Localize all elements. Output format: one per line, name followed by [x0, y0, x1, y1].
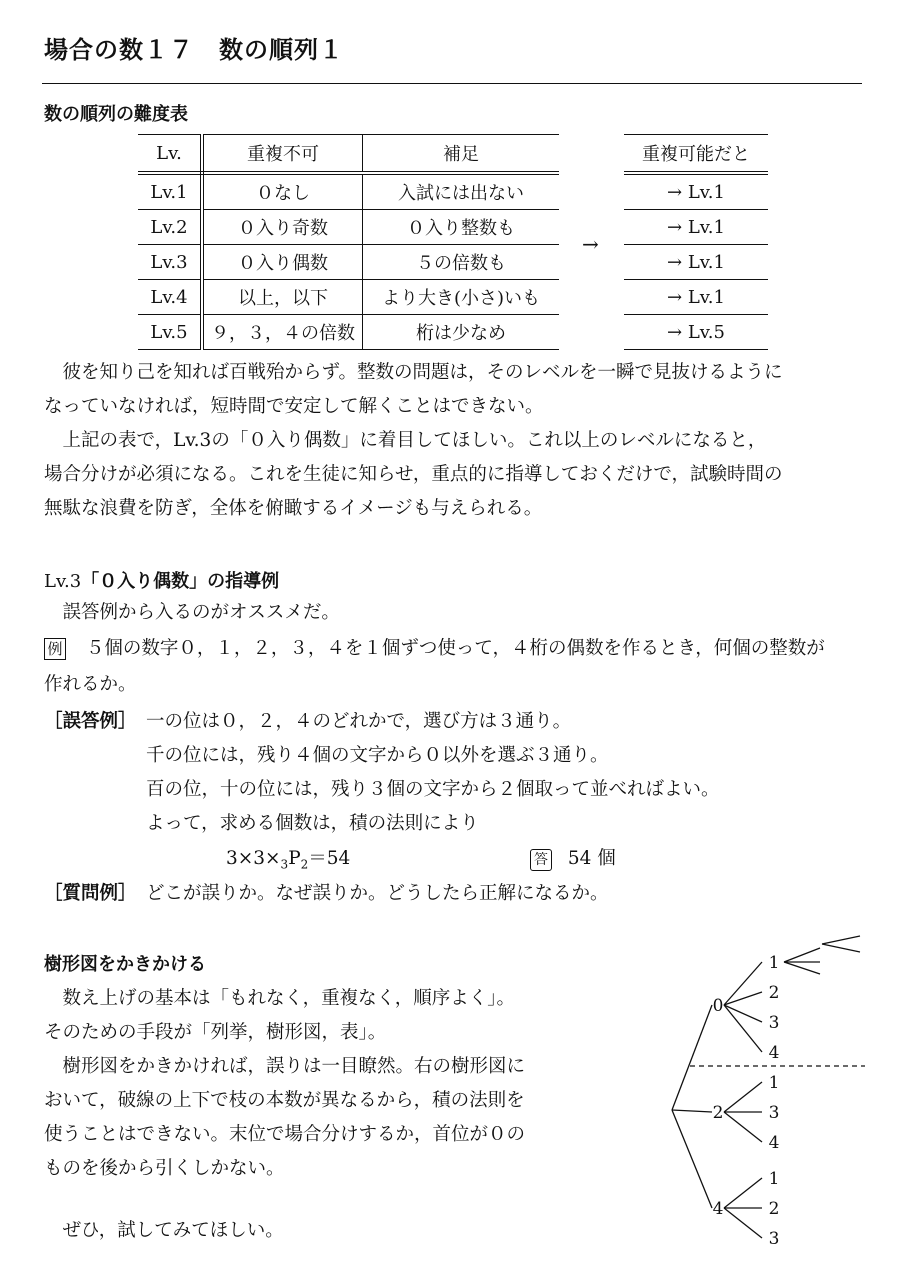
tree-node: 0 [712, 996, 724, 1016]
branch-line [724, 1082, 762, 1112]
question-label: ［質問例］ [44, 883, 137, 904]
tree-node: 3 [768, 1013, 780, 1033]
branch-line [784, 962, 820, 974]
table-cell: Lv.4 [138, 280, 202, 315]
text-line: 上記の表で，Lv.3の「０入り偶数」に着目してほしい。これ以上のレベルになると， [62, 430, 767, 451]
text-line: 彼を知り己を知れば百戦殆からず。整数の問題は，そのレベルを一瞬で見抜けるように [62, 362, 783, 383]
table-row [138, 173, 559, 210]
table-cell: → Lv.1 [624, 210, 768, 245]
table-cell: → Lv.5 [624, 315, 768, 350]
table-row [138, 280, 559, 315]
wrong-line: 一の位は０，２，４のどれかで，選び方は３通り。 [146, 711, 572, 732]
table-cell: より大き(小さ)いも [363, 280, 560, 315]
tree-node: 4 [712, 1199, 724, 1219]
answer: 答 54 個 [530, 844, 616, 871]
answer-mark: 答 [530, 849, 552, 871]
branch-line [822, 944, 860, 952]
table-cell: ９，３，４の倍数 [202, 315, 363, 350]
duplicate-allowed-table [624, 134, 768, 350]
branch-line [724, 1005, 762, 1022]
section-heading-difficulty: 数の順列の難度表 [44, 104, 188, 125]
table-cell: → Lv.1 [624, 173, 768, 210]
table-cell: Lv.1 [138, 173, 202, 210]
header-cell: 補足 [363, 135, 560, 174]
tree-node: 2 [768, 1199, 780, 1219]
branch-line [672, 1005, 712, 1110]
tree-node: 4 [768, 1043, 780, 1063]
branch-line [724, 1005, 762, 1052]
text-line: 無駄な浪費を防ぎ，全体を俯瞰するイメージも与えられる。 [44, 498, 543, 519]
formula: $3\times 3\times_3P_2=54$ [226, 848, 351, 872]
tree-node: 1 [768, 1169, 780, 1189]
table-row [624, 315, 768, 350]
example-mark: 例 [44, 638, 66, 660]
branch-line [724, 1178, 762, 1208]
text-line: 数え上げの基本は「もれなく，重複なく，順序よく」。 [62, 988, 516, 1009]
paragraph-intro [44, 356, 864, 526]
tree-node: 3 [768, 1103, 780, 1123]
wrong-line: 百の位，十の位には，残り３個の文字から２個取って並べればよい。 [146, 779, 720, 800]
wrong-line: よって，求める個数は，積の法則により [146, 813, 479, 834]
branch-line [724, 1208, 762, 1238]
closing-line: ぜひ，試してみてほしい。 [62, 1220, 284, 1241]
table-cell: Lv.3 [138, 245, 202, 280]
section-heading-tree: 樹形図をかきかける [44, 954, 206, 975]
difficulty-table [138, 134, 559, 350]
table-cell: Lv.5 [138, 315, 202, 350]
text-line: 樹形図をかきかければ，誤りは一目瞭然。右の樹形図に [62, 1056, 526, 1077]
title-rule [42, 83, 862, 84]
intro-line: 誤答例から入るのがオススメだ。 [62, 602, 340, 623]
wrong-line: 千の位には，残り４個の文字から０以外を選ぶ３通り。 [146, 745, 609, 766]
table-row [138, 210, 559, 245]
wrong-answer-label: ［誤答例］ [44, 711, 137, 732]
tree-node: 3 [768, 1229, 780, 1249]
tree-diagram [650, 930, 870, 1250]
question-line: どこが誤りか。なぜ誤りか。どうしたら正解になるか。 [146, 883, 609, 904]
text-line: おいて，破線の上下で枝の本数が異なるから，積の法則を [44, 1090, 525, 1111]
table-row [138, 315, 559, 350]
branch-line [672, 1110, 712, 1208]
table-row [624, 173, 768, 210]
text-line: ものを後から引くしかない。 [44, 1158, 285, 1179]
tree-node: 2 [768, 983, 780, 1003]
tree-node: 2 [712, 1103, 724, 1123]
text-line: 場合分けが必須になる。これを生徒に知らせ，重点的に指導しておくだけで，試験時間の [44, 464, 783, 485]
header-cell: 重複不可 [202, 135, 363, 174]
tree-node: 1 [768, 953, 780, 973]
table-row [624, 210, 768, 245]
table-cell: ０入り奇数 [202, 210, 363, 245]
heading-text: 「０入り偶数」の指導例 [81, 571, 280, 592]
table-cell: → Lv.1 [624, 280, 768, 315]
example-line: 例 ５個の数字０，１，２，３，４を１個ずつ使って，４桁の偶数を作るとき，何個の整数が [44, 634, 825, 660]
branch-line [784, 948, 820, 962]
text-line: そのための手段が「列挙，樹形図，表」。 [44, 1022, 387, 1043]
table-header-row [624, 135, 768, 174]
header-cell: 重複可能だと [624, 135, 768, 174]
table-cell: ５の倍数も [363, 245, 560, 280]
heading-prefix: Lv.3 [44, 571, 82, 592]
table-cell: ０なし [202, 173, 363, 210]
table-cell: Lv.2 [138, 210, 202, 245]
text-line: なっていなければ，短時間で安定して解くことはできない。 [44, 396, 544, 417]
section-heading-lv3 [44, 567, 279, 593]
tree-node: 4 [768, 1133, 780, 1153]
right-arrow: → [582, 232, 599, 256]
branch-line [672, 1110, 712, 1112]
table-cell: ０入り偶数 [202, 245, 363, 280]
table-cell: 桁は少なめ [363, 315, 560, 350]
table-row [624, 280, 768, 315]
header-cell: Lv. [138, 135, 202, 174]
table-cell: → Lv.1 [624, 245, 768, 280]
table-cell: ０入り整数も [363, 210, 560, 245]
branch-line [822, 936, 860, 944]
tree-node: 1 [768, 1073, 780, 1093]
table-cell: 入試には出ない [363, 173, 560, 210]
page-title: 場合の数１７ 数の順列１ [44, 36, 344, 64]
example-line-2: 作れるか。 [44, 674, 137, 695]
branch-line [724, 1112, 762, 1142]
table-row [138, 245, 559, 280]
table-row [624, 245, 768, 280]
table-header-row [138, 135, 559, 174]
table-cell: 以上，以下 [202, 280, 363, 315]
text-line: 使うことはできない。末位で場合分けするか，首位が０の [44, 1124, 526, 1145]
